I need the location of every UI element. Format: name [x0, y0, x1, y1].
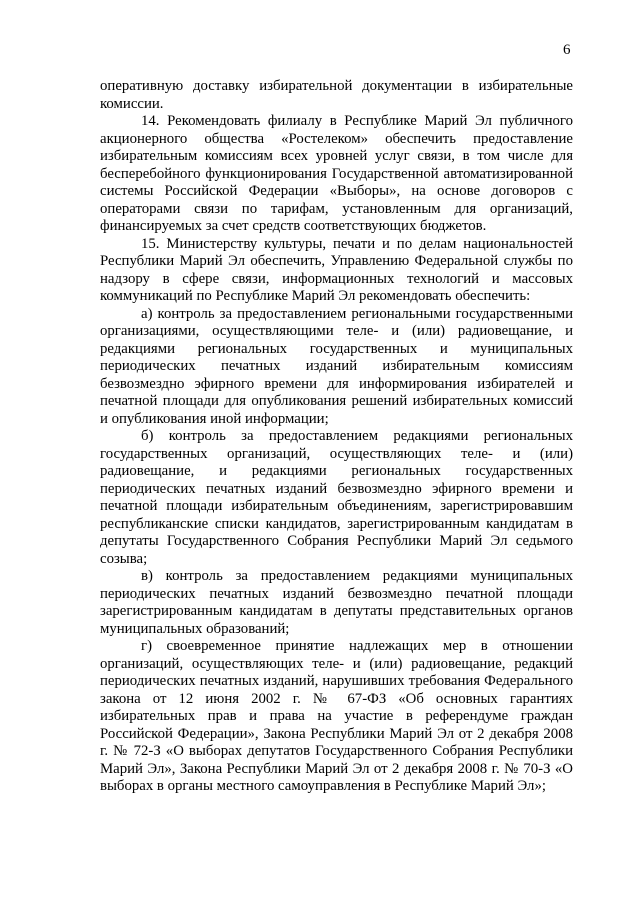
paragraph-subitem-g: г) своевременное принятие надлежащих мер в отношении организаций, осуществляющих теле- и (или) радиовещание, редакций периодических печатных изданий, нарушивших требования Федерального закона от 12 июня 2002 г. № 67-ФЗ «Об основных гарантиях избирательных прав и права на участие в референдуме граждан Российской Федерации», Закона Республики Марий Эл от 2 декабря 2008 г. № 72-З «О выборах депутатов Государственного Собрания Республики Марий Эл», Закона Республики Марий Эл от 2 декабря 2008 г. № 70-З «О выборах в органы местного самоуправления в Республике Марий Эл»; [100, 638, 573, 794]
document-body [100, 78, 573, 796]
page-number: 6 [563, 42, 571, 58]
paragraph-item-15: 15. Министерству культуры, печати и по делам национальностей Республики Марий Эл обеспечить, Управлению Федеральной службы по надзору в сфере связи, информационных технологий и массовых коммуникаций по Республике Марий Эл рекомендовать обеспечить: [100, 235, 573, 304]
paragraph-continuation: оперативную доставку избирательной документации в избирательные комиссии. [100, 78, 573, 112]
paragraph-subitem-v: в) контроль за предоставлением редакциями муниципальных периодических печатных изданий безвозмездно печатной площади зарегистрированным кандидатам в депутаты представительных органов муниципальных образований; [100, 568, 573, 637]
paragraph-subitem-b: б) контроль за предоставлением редакциями региональных государственных организаций, осуществляющих теле- и (или) радиовещание, и редакциями региональных государственных периодических печатных изданий безвозмездно эфирного времени и печатной площади избирательным объединениям, зарегистрировавшим республиканские списки кандидатов, зарегистрированным кандидатам в депутаты Государственного Собрания Республики Марий Эл седьмого созыва; [100, 428, 573, 567]
paragraph-item-14: 14. Рекомендовать филиалу в Республике Марий Эл публичного акционерного общества «Ростелеком» обеспечить предоставление избирательным комиссиям всех уровней услуг связи, в том числе для бесперебойного функционирования Государственной автоматизированной системы Российской Федерации «Выборы», на основе договоров с операторами связи по тарифам, установленным для организаций, финансируемых за счет средств соответствующих бюджетов. [100, 113, 573, 234]
paragraph-subitem-a: а) контроль за предоставлением региональными государственными организациями, осуществляющими теле- и (или) радиовещание, и редакциями региональных государственных и муниципальных периодических печатных изданий избирательным комиссиям безвозмездно эфирного времени для информирования избирателей и печатной площади для опубликования решений избирательных комиссий и опубликования иной информации; [100, 305, 573, 427]
